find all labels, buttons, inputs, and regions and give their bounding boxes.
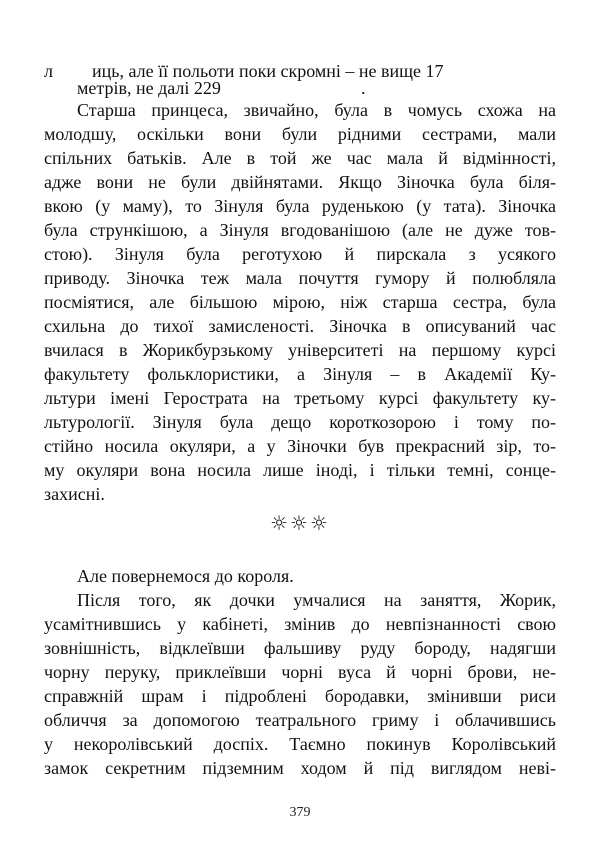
text-line: льтури імені Герострата на третьому курсі факультету ку-: [44, 388, 556, 408]
top-fragment-line1: иць, але її польоти поки скромні – не вище 17: [92, 61, 444, 81]
text-line: захисні.: [44, 484, 105, 504]
text-line: приводу. Зіночка теж мала почуття гумору й полюбляла: [44, 268, 556, 288]
text-line: Після того, як дочки умчалися на заняття, Жорик,: [77, 590, 556, 610]
text-line: факультету фольклористики, а Зінуля – в Академії Ку-: [44, 364, 556, 384]
top-fragment-letter: л: [44, 61, 53, 81]
text-line: льтурології. Зінуля була дещо короткозорою і тому по-: [44, 412, 556, 432]
text-line: Але повернемося до короля.: [77, 566, 294, 586]
text-line: вчилася в Жорикбурзькому університеті на першому курсі: [44, 340, 556, 360]
text-line: посміятися, але більшою мірою, ніж старша сестра, була: [44, 292, 556, 312]
text-line: спільних батьків. Але в той же час мала й відмінності,: [44, 148, 556, 168]
text-line: вкою (у маму), то Зінуля була руденькою (у тата). Зіночка: [44, 196, 556, 216]
text-line: стійно носила окуляри, а у Зіночки був прекрасний зір, то-: [44, 436, 556, 456]
text-line: стою). Зінуля була реготухою й пирскала з усякого: [44, 244, 556, 264]
text-line: схильна до тихої замисленості. Зіночка в описуваний час: [44, 316, 556, 336]
text-line: му окуляри вона носила лише іноді, і тільки темні, сонце-: [44, 460, 556, 480]
section-break-ornament: ☼☼☼: [270, 511, 330, 535]
text-line: молодшу, оскільки вони були рідними сестрами, мали: [44, 124, 556, 144]
text-line: адже вони не були двійнятами. Якщо Зіночка була біля-: [44, 172, 556, 192]
text-line: у некоролівський доспіх. Таємно покинув Королівський: [44, 734, 556, 754]
text-line: Старша принцеса, звичайно, була в чомусь схожа на: [77, 100, 556, 120]
text-line: усамітнившись у кабінеті, змінив до невпізнанності свою: [44, 614, 556, 634]
top-fragment-dot: .: [361, 78, 366, 98]
text-line: зовнішність, відклеївши фальшиву руду бороду, надягши: [44, 638, 556, 658]
top-fragment-line2: метрів, не далі 229: [77, 78, 221, 98]
text-line: справжній шрам і підроблені бородавки, змінивши риси: [44, 686, 556, 706]
page-number: 379: [289, 805, 311, 820]
text-line: була стрункішою, а Зінуля вгодованішою (але не дуже тов-: [44, 220, 556, 240]
text-line: замок секретним підземним ходом й під виглядом неві-: [44, 758, 556, 778]
text-line: обличчя за допомогою театрального гриму і облачившись: [44, 710, 556, 730]
text-line: чорну перуку, приклеївши чорні вуса й чорні брови, не-: [44, 662, 556, 682]
